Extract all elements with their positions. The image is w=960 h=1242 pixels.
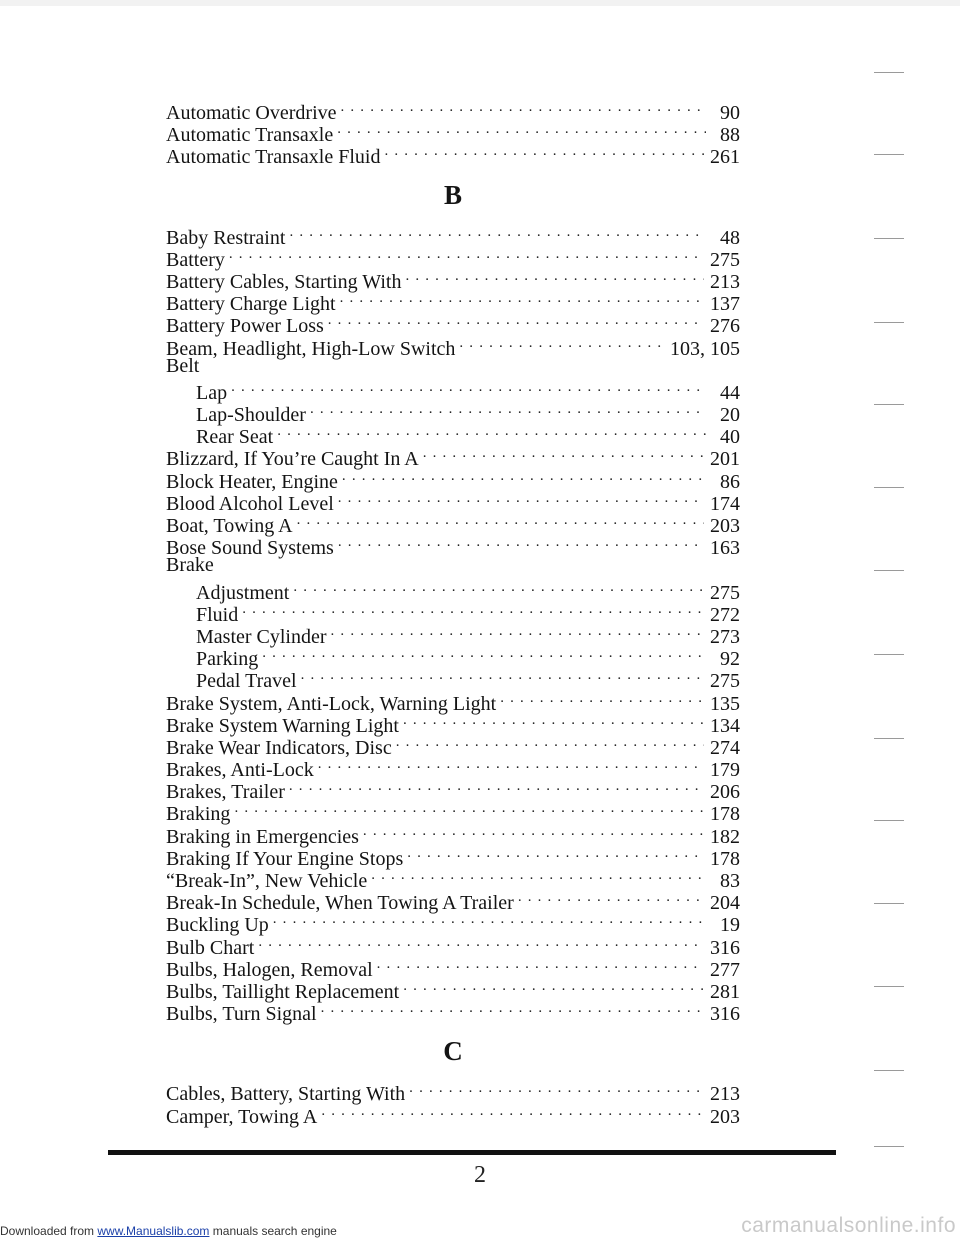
entry-label: Lap-Shoulder xyxy=(196,404,306,427)
dot-leader xyxy=(384,141,704,163)
manualslib-link[interactable]: www.Manualslib.com xyxy=(97,1224,210,1238)
dot-leader xyxy=(363,821,704,843)
entry-label: Rear Seat xyxy=(196,426,274,449)
dot-leader xyxy=(338,532,704,554)
dot-leader xyxy=(341,97,707,119)
entry-page: 178 xyxy=(710,847,740,870)
index-entry xyxy=(166,621,740,648)
dot-leader xyxy=(242,599,704,621)
entry-page: 86 xyxy=(720,470,740,493)
dot-leader xyxy=(289,222,706,244)
entry-label: Break-In Schedule, When Towing A Trailer xyxy=(166,892,514,915)
entry-label: Battery Charge Light xyxy=(166,293,336,316)
entry-page: 163 xyxy=(710,537,740,560)
entry-label: Bulbs, Halogen, Removal xyxy=(166,958,373,981)
footer-prefix: Downloaded from xyxy=(0,1224,98,1238)
entry-page: 275 xyxy=(710,581,740,604)
index-entry xyxy=(166,97,740,124)
section-heading-c: C xyxy=(443,1036,463,1067)
entry-label: Pedal Travel xyxy=(196,670,297,693)
entry-page: 275 xyxy=(710,248,740,271)
dot-leader xyxy=(371,865,706,887)
entry-page: 103, 105 xyxy=(670,337,740,360)
entry-page: 206 xyxy=(710,781,740,804)
entry-label: Bulbs, Taillight Replacement xyxy=(166,980,400,1003)
dot-leader xyxy=(321,1101,704,1123)
entry-page: 277 xyxy=(710,958,740,981)
dot-leader xyxy=(310,399,706,421)
dot-leader xyxy=(273,909,706,931)
index-entry xyxy=(166,377,740,404)
entry-page: 275 xyxy=(710,670,740,693)
index-entry xyxy=(166,222,740,249)
dot-leader xyxy=(234,798,704,820)
entry-label: Brake Wear Indicators, Disc xyxy=(166,736,392,759)
dot-leader xyxy=(318,754,704,776)
section-b-entries xyxy=(166,222,740,1026)
entry-page: 204 xyxy=(710,892,740,915)
scan-margin-marks xyxy=(868,0,928,1242)
dot-leader xyxy=(500,688,704,710)
dot-leader xyxy=(396,732,704,754)
entry-label: Adjustment xyxy=(196,581,290,604)
entry-label: Blood Alcohol Level xyxy=(166,492,334,515)
entry-label: Battery Cables, Starting With xyxy=(166,270,402,293)
entry-label: Fluid xyxy=(196,603,239,626)
dot-leader xyxy=(277,421,706,443)
dot-leader xyxy=(407,843,704,865)
dot-leader xyxy=(321,998,704,1020)
entry-label: Boat, Towing A xyxy=(166,515,293,537)
entry-page: 272 xyxy=(710,603,740,626)
entry-label: Master Cylinder xyxy=(196,625,327,648)
scan-top-strip xyxy=(0,0,960,6)
entry-label: Braking If Your Engine Stops xyxy=(166,847,404,870)
entry-label: Bulbs, Turn Signal xyxy=(166,1003,317,1026)
entry-label: Blizzard, If You’re Caught In A xyxy=(166,448,419,471)
dot-leader xyxy=(328,310,704,332)
download-footer xyxy=(0,1224,337,1238)
entry-page: 135 xyxy=(710,692,740,715)
entry-label: Automatic Overdrive xyxy=(166,102,337,124)
entry-label: Buckling Up xyxy=(166,914,269,937)
dot-leader xyxy=(459,333,664,355)
entry-page: 174 xyxy=(710,492,740,515)
entry-page: 88 xyxy=(720,124,740,147)
entry-label: Beam, Headlight, High-Low Switch xyxy=(166,337,456,360)
index-entry xyxy=(166,577,740,604)
dot-leader xyxy=(229,244,704,266)
index-entry xyxy=(166,1078,740,1106)
index-entry xyxy=(166,266,740,293)
dot-leader xyxy=(377,954,704,976)
entry-page: 182 xyxy=(710,825,740,848)
entry-label: Automatic Transaxle Fluid xyxy=(166,146,381,169)
entry-label: Belt xyxy=(166,354,200,377)
bottom-rule xyxy=(108,1150,836,1155)
entry-label: Braking xyxy=(166,803,231,826)
index-list xyxy=(166,97,740,1128)
dot-leader xyxy=(342,466,706,488)
entry-page: 203 xyxy=(710,515,740,537)
entry-page: 134 xyxy=(710,714,740,737)
section-a-entries xyxy=(166,97,740,169)
entry-label: Baby Restraint xyxy=(166,226,286,249)
entry-page: 179 xyxy=(710,759,740,782)
entry-label: Brake xyxy=(166,554,214,577)
watermark-text: carmanualsonline.info xyxy=(741,1214,956,1237)
entry-page: 261 xyxy=(710,146,740,169)
index-entry xyxy=(166,798,740,826)
entry-page: 276 xyxy=(710,315,740,338)
entry-label: Battery xyxy=(166,248,225,271)
section-heading-b: B xyxy=(443,179,462,210)
entry-label: “Break-In”, New Vehicle xyxy=(166,870,368,892)
entry-label: Bose Sound Systems xyxy=(166,537,334,560)
entry-label: Brake System, Anti-Lock, Warning Light xyxy=(166,692,497,715)
page-number: 2 xyxy=(474,1162,486,1188)
index-entry xyxy=(166,244,740,271)
section-c-entries xyxy=(166,1078,740,1128)
dot-leader xyxy=(258,932,704,954)
entry-page: 20 xyxy=(720,404,740,427)
entry-label: Battery Power Loss xyxy=(166,315,324,338)
entry-page: 44 xyxy=(720,381,740,404)
entry-label: Block Heater, Engine xyxy=(166,470,338,493)
entry-page: 281 xyxy=(710,980,740,1003)
index-entry xyxy=(166,821,740,848)
entry-label: Automatic Transaxle xyxy=(166,124,334,147)
entry-page: 137 xyxy=(710,293,740,316)
footer-suffix: manuals search engine xyxy=(209,1224,337,1238)
dot-leader xyxy=(518,887,704,909)
entry-label: Brakes, Trailer xyxy=(166,781,285,804)
entry-label: Brake System Warning Light xyxy=(166,714,399,737)
entry-page: 203 xyxy=(710,1105,740,1128)
dot-leader xyxy=(403,710,704,732)
entry-page: 213 xyxy=(710,1083,740,1106)
index-entry xyxy=(166,399,740,427)
dot-leader xyxy=(423,443,704,465)
dot-leader xyxy=(331,621,704,643)
dot-leader xyxy=(262,643,706,665)
entry-label: Bulb Chart xyxy=(166,936,255,959)
dot-leader xyxy=(340,288,704,310)
entry-page: 213 xyxy=(710,270,740,293)
entry-page: 40 xyxy=(720,426,740,449)
entry-page: 316 xyxy=(710,1003,740,1026)
dot-leader xyxy=(409,1078,704,1100)
entry-page: 316 xyxy=(710,936,740,959)
dot-leader xyxy=(338,488,704,510)
dot-leader xyxy=(289,776,704,798)
dot-leader xyxy=(293,577,704,599)
entry-page: 83 xyxy=(720,870,740,892)
dot-leader xyxy=(337,119,706,141)
dot-leader xyxy=(297,510,704,532)
entry-page: 19 xyxy=(720,914,740,937)
dot-leader xyxy=(405,266,704,288)
entry-page: 48 xyxy=(720,226,740,249)
entry-label: Parking xyxy=(196,648,259,671)
entry-page: 274 xyxy=(710,736,740,759)
entry-label: Cables, Battery, Starting With xyxy=(166,1083,406,1106)
dot-leader xyxy=(301,665,704,687)
entry-page: 92 xyxy=(720,648,740,671)
entry-page: 273 xyxy=(710,625,740,648)
entry-page: 201 xyxy=(710,448,740,471)
entry-label: Camper, Towing A xyxy=(166,1105,318,1128)
index-entry xyxy=(166,599,740,626)
entry-page: 90 xyxy=(720,102,740,124)
dot-leader xyxy=(403,976,704,998)
dot-leader xyxy=(231,377,706,399)
entry-label: Lap xyxy=(196,381,228,404)
entry-label: Brakes, Anti-Lock xyxy=(166,759,314,782)
entry-label: Braking in Emergencies xyxy=(166,825,359,848)
entry-page: 178 xyxy=(710,803,740,826)
